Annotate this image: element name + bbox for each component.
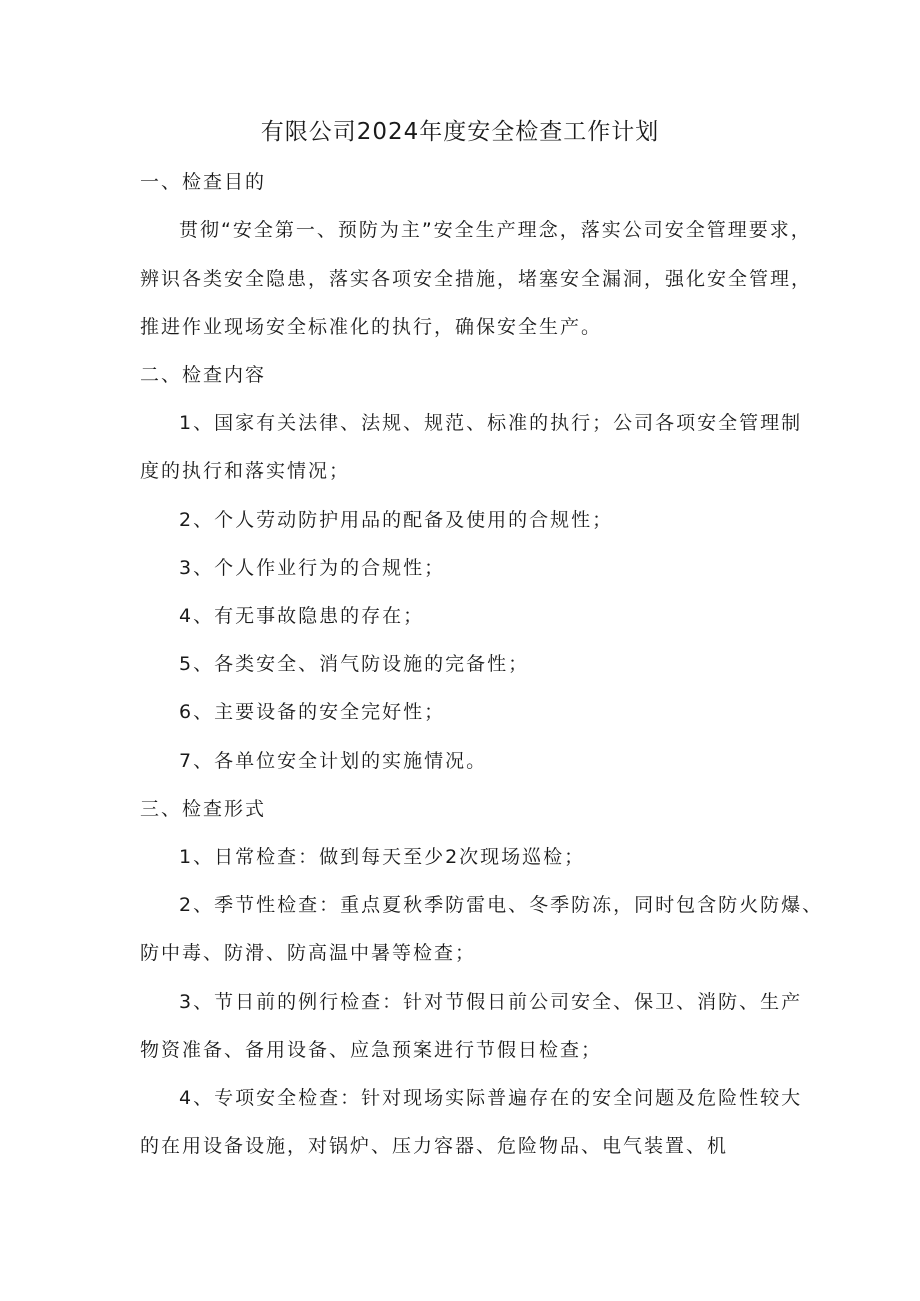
paragraph-line: 推进作业现场安全标准化的执行，确保安全生产。 [140,316,603,338]
list-item: 1、国家有关法律、法规、规范、标准的执行；公司各项安全管理制 [179,412,803,434]
document-title: 有限公司2024年度安全检查工作计划 [260,119,660,145]
list-item: 3、个人作业行为的合规性； [179,557,446,579]
section-heading-form: 三、检查形式 [140,798,267,820]
section-heading-content: 二、检查内容 [140,364,267,386]
list-item-continuation: 的在用设备设施，对锅炉、压力容器、危险物品、电气装置、机 [140,1135,729,1157]
list-item: 5、各类安全、消气防设施的完备性； [179,653,530,675]
list-item: 4、专项安全检查：针对现场实际普遍存在的安全问题及危险性较大 [179,1087,803,1109]
list-item-continuation: 度的执行和落实情况； [140,460,351,482]
list-item: 3、节日前的例行检查：针对节假日前公司安全、保卫、消防、生产 [179,991,803,1013]
paragraph-line: 辨识各类安全隐患，落实各项安全措施，堵塞安全漏洞，强化安全管理， [140,268,813,290]
list-item: 2、个人劳动防护用品的配备及使用的合规性； [179,509,614,531]
list-item-continuation: 防中毒、防滑、防高温中暑等检查； [140,942,477,964]
paragraph-line: 贯彻“安全第一、预防为主”安全生产理念，落实公司安全管理要求， [179,219,812,241]
list-item: 2、季节性检查：重点夏秋季防雷电、冬季防冻，同时包含防火防爆、 [179,894,824,916]
list-item: 6、主要设备的安全完好性； [179,701,446,723]
section-heading-purpose: 一、检查目的 [140,171,267,193]
list-item: 1、日常检查：做到每天至少2次现场巡检； [179,846,586,868]
list-item: 7、各单位安全计划的实施情况。 [179,750,488,772]
list-item: 4、有无事故隐患的存在； [179,605,425,627]
list-item-continuation: 物资准备、备用设备、应急预案进行节假日检查； [140,1039,603,1061]
